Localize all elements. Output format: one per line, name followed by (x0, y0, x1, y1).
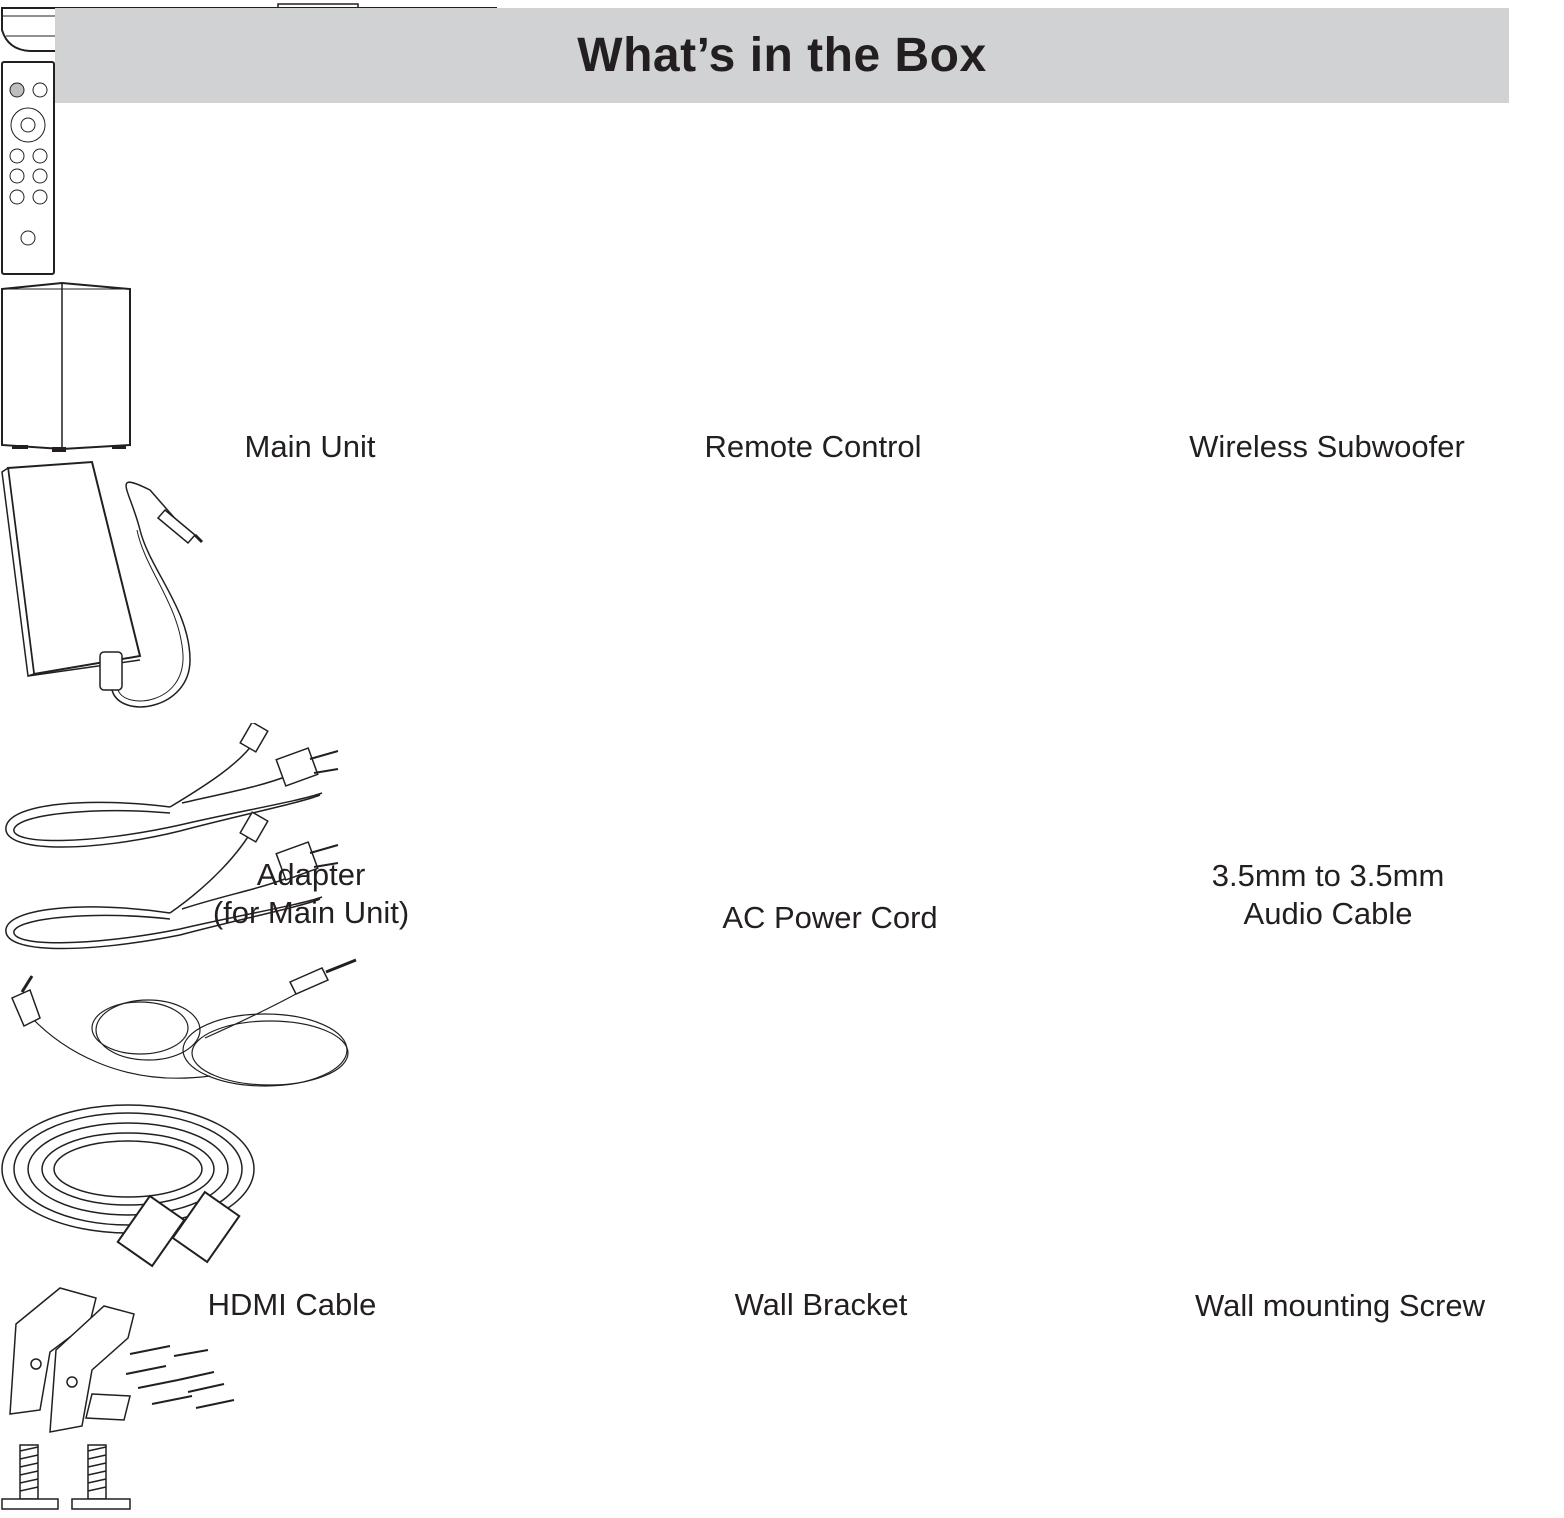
item-label: Wall Bracket (734, 1287, 908, 1322)
remote-control-icon (0, 60, 56, 276)
audio-cable-icon (0, 958, 358, 1098)
item-label: HDMI Cable (207, 1287, 377, 1322)
power-adapter-icon (0, 460, 210, 718)
wall-screw-icon (0, 1441, 132, 1513)
item-label-line2: (for Main Unit) (212, 895, 410, 930)
item-label: Remote Control (704, 429, 922, 464)
page-title: What’s in the Box (577, 29, 987, 82)
hdmi-cable-icon (0, 1103, 258, 1279)
item-label: Wall mounting Screw (1194, 1288, 1485, 1323)
item-label: AC Power Cord (722, 900, 938, 935)
item-label: Main Unit (244, 429, 376, 464)
item-label-line2: Audio Cable (1243, 896, 1413, 931)
title-bar (55, 8, 1509, 103)
item-label: 3.5mm to 3.5mm (1211, 858, 1445, 893)
item-label: Adapter (256, 857, 366, 892)
item-label: Wireless Subwoofer (1189, 429, 1465, 464)
